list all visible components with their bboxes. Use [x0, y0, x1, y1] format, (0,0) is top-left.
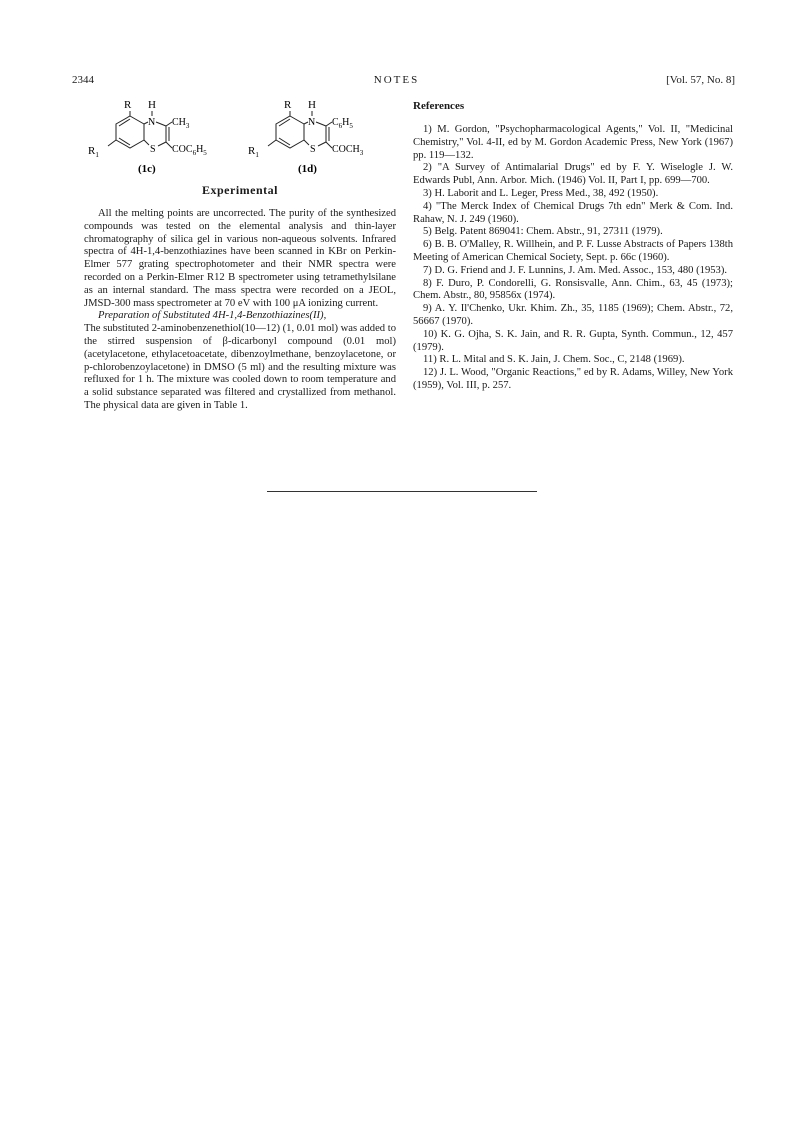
experimental-paragraph: The substituted 2-aminobenzenethiol(10—12) (1, 0.01 mol) was added to the stirred suspension of β-dicarbonyl compound (0.01 mol) (acetylacetone, ethylacetoacetate, dibenzoylmethane, benzoylacetone, or p-chlorobenzoylacetone) in DMSO (5 ml) and the resulting mixture was refluxed for 1 h. The mixture was cooled down to room temperature and a solid substance separated was filtered and crystallized from methanol. The physical data are given in Table 1. — [84, 323, 396, 411]
reference-item: 7) D. G. Friend and J. F. Lunnins, J. Am. Med. Assoc., 153, 480 (1953). — [423, 264, 728, 276]
page-number: 2344 — [72, 74, 94, 86]
experimental-section — [84, 208, 396, 413]
reference-item: 9) A. Y. Il'Chenko, Ukr. Khim. Zh., 35, 1185 (1969); Chem. Abstr., 72, 56667 (1970). — [413, 303, 733, 327]
struct-label: S — [150, 144, 156, 155]
reference-item: 5) Belg. Patent 869041: Chem. Abstr., 91, 27311 (1979). — [423, 226, 663, 238]
reference-item: 8) F. Duro, P. Condorelli, G. Ronsisvalle, Ann. Chim., 63, 45 (1973); Chem. Abstr., 80, 95856x (1974). — [413, 277, 733, 302]
structure-1c — [88, 99, 207, 175]
reference-item: 12) J. L. Wood, "Organic Reactions," ed by R. Adams, Willey, New York (1959), Vol. III, p. 257. — [413, 367, 733, 391]
running-head: NOTES — [373, 74, 420, 86]
struct-label: $C_6H_5$ — [332, 117, 353, 130]
reference-item: 6) B. B. O'Malley, R. Willhein, and P. F. Lusse Abstracts of Papers 138th Meeting of American Chemical Society, Sept. p. 66c (1960). — [413, 239, 733, 263]
struct-label: H — [148, 99, 156, 111]
reference-item: 3) H. Laborit and L. Leger, Press Med., 38, 492 (1950). — [423, 187, 659, 199]
struct-label: $COC_6H_5$ — [172, 144, 207, 157]
volume-info: [Vol. 57, No. 8] — [666, 74, 735, 86]
compound-label: (1d) — [298, 163, 317, 175]
preparation-heading: Preparation of Substituted 4H-1,4-Benzothiazines(II), — [98, 310, 327, 322]
struct-label: $R_1$ — [88, 145, 99, 159]
struct-label: $R_1$ — [248, 145, 259, 159]
struct-label: N — [308, 117, 316, 128]
references-heading: References — [413, 100, 465, 112]
reference-item: 11) R. L. Mital and S. K. Jain, J. Chem. Soc., C, 2148 (1969). — [423, 354, 685, 366]
struct-label: $CH_3$ — [172, 117, 190, 130]
structure-1d — [248, 99, 364, 175]
reference-item: 1) M. Gordon, "Psychopharmacological Agents," Vol. II, "Medicinal Chemistry," Vol. 4-II, ed by M. Gordon Academic Press, New York (1967) pp. 119—132. — [413, 124, 733, 161]
reference-item: 4) "The Merck Index of Chemical Drugs 7th edn" Merk & Com. Ind. Rahaw, N. J. 249 (1960). — [413, 200, 733, 225]
references-list — [413, 124, 733, 393]
reference-item: 10) K. G. Ojha, S. K. Jain, and R. R. Gupta, Synth. Commun., 12, 457 (1979). — [413, 328, 733, 353]
struct-label: H — [308, 99, 316, 111]
struct-label: R — [124, 99, 132, 111]
struct-label: S — [310, 144, 316, 155]
reference-item: 2) "A Survey of Antimalarial Drugs" ed by F. Y. Wiselogle J. W. Edwards Publ, Ann. Arbor. Mich. (1946) Vol. II, Part I, pp. 699—700. — [413, 162, 733, 187]
struct-label: R — [284, 99, 292, 111]
compound-label: (1c) — [138, 163, 156, 175]
struct-label: $COCH_3$ — [332, 144, 364, 157]
experimental-heading: Experimental — [202, 183, 278, 197]
struct-label: N — [148, 117, 156, 128]
section-divider — [267, 491, 537, 492]
chemical-structures — [88, 92, 388, 178]
experimental-paragraph: All the melting points are uncorrected. The purity of the synthesized compounds was tested on the elemental analysis and thin-layer chromatography of silica gel in various non-aqueous solvents. Infrared spectra of 4H-1,4-benzothiazines have been scanned in KBr on Perkin-Elmer 577 grating spectrophotometer and their NMR spectra were recorded on a Perkin-Elmer R12 B spectrometer using tetramethylsilane as an internal standard. The mass spectra were recorded on a JEOL, JMSD-300 mass spectrometer at 70 eV with 100 μA ionizing current. — [84, 208, 396, 309]
